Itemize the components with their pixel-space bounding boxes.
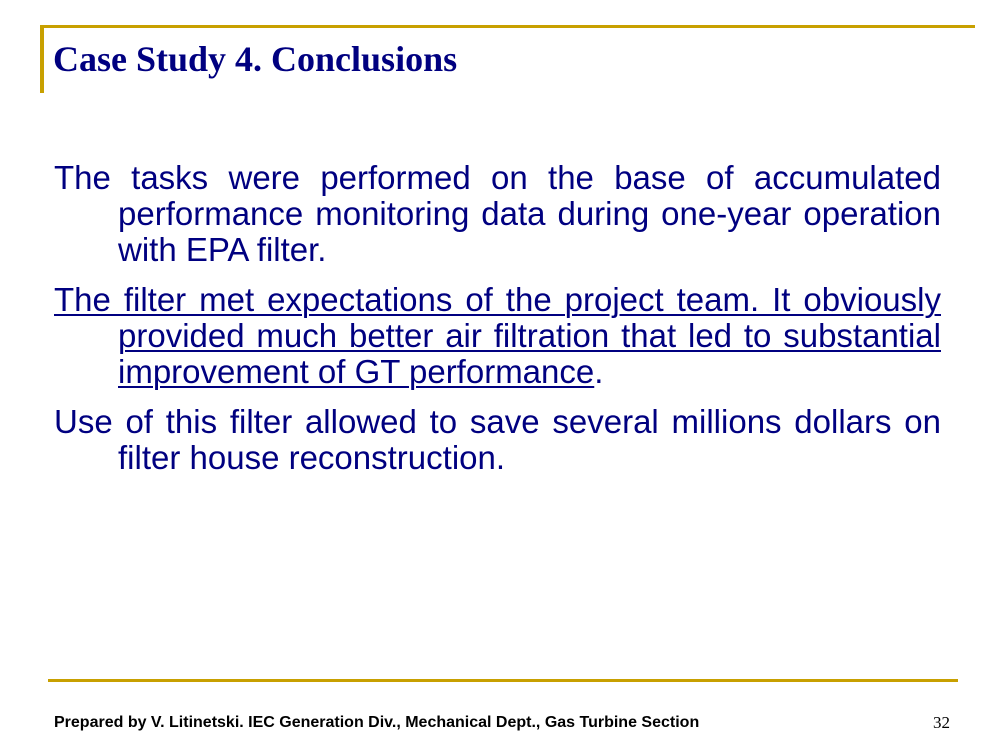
conclusion-paragraph-2-period: . [594,353,604,390]
slide-title: Case Study 4. Conclusions [53,39,458,79]
conclusion-paragraph-3 [54,404,941,476]
footer-divider [48,679,958,682]
conclusion-paragraph-2 [54,282,941,390]
title-accent-horizontal-rule [40,25,975,28]
conclusion-paragraph-1 [54,160,941,268]
page-number: 32 [933,713,950,732]
footer-credit: Prepared by V. Litinetski. IEC Generation Div., Mechanical Dept., Gas Turbine Section [54,714,700,731]
conclusion-paragraph-3-text: Use of this filter allowed to save several millions dollars on filter house reconstruction. [54,403,941,476]
conclusion-paragraph-1-text: The tasks were performed on the base of accumulated performance monitoring data during one-year operation with EPA filter. [54,159,941,268]
slide-body [54,160,941,490]
conclusion-paragraph-2-text: The filter met expectations of the project team. It obviously provided much better air filtration that led to substantial improvement of GT performance [54,281,941,390]
title-accent-vertical-rule [40,25,44,93]
